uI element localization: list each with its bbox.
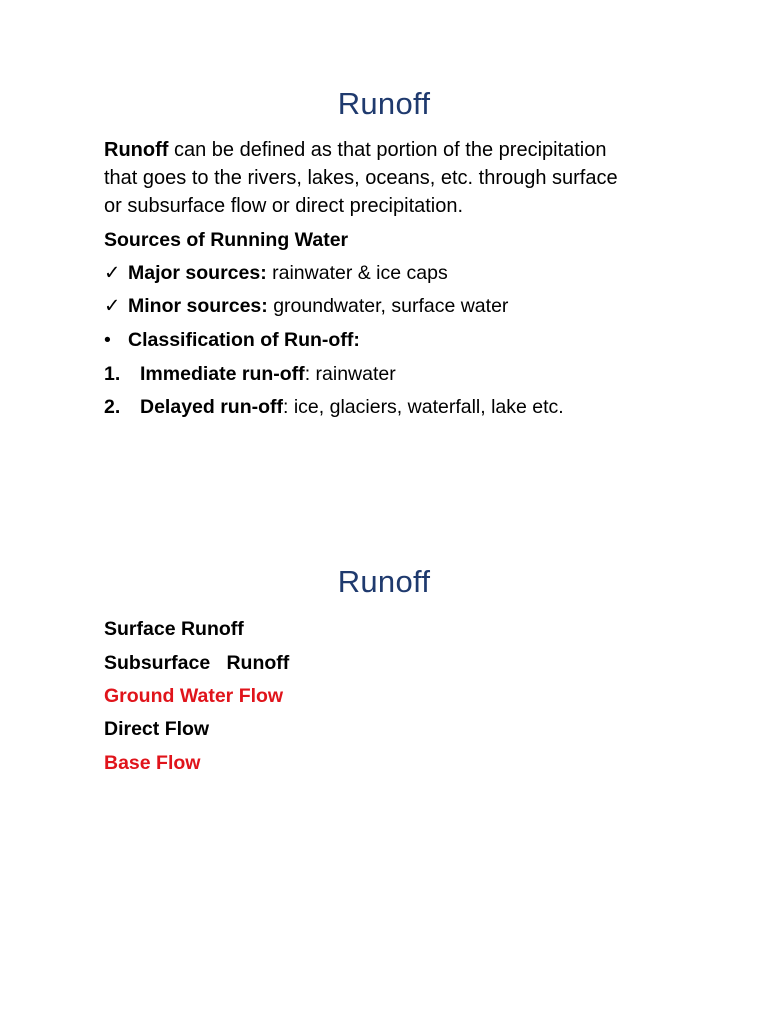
check-item-major bbox=[104, 260, 448, 286]
numbered-item-1 bbox=[104, 361, 396, 387]
definition-line-1: can be defined as that portion of the precipitation bbox=[168, 139, 607, 161]
check-item-text: rainwater & ice caps bbox=[266, 262, 448, 284]
check-icon: ✓ bbox=[104, 295, 121, 317]
check-item-label: Minor sources: bbox=[128, 295, 268, 317]
slide-2 bbox=[0, 540, 768, 840]
list-item-direct-flow: Direct Flow bbox=[104, 718, 210, 740]
numbered-item-2 bbox=[104, 394, 564, 420]
item-number: 2. bbox=[104, 396, 121, 418]
item-text: : ice, glaciers, waterfall, lake etc. bbox=[283, 396, 564, 418]
definition-line-2: that goes to the rivers, lakes, oceans, etc. through surface bbox=[104, 167, 618, 189]
slide-1 bbox=[0, 0, 768, 500]
check-item-text: groundwater, surface water bbox=[267, 295, 509, 317]
definition-paragraph bbox=[104, 136, 704, 220]
list-item-ground-water-flow: Ground Water Flow bbox=[104, 685, 284, 707]
item-number: 1. bbox=[104, 363, 121, 385]
sources-heading: Sources of Running Water bbox=[104, 229, 349, 251]
definition-line-3: or subsurface flow or direct precipitation. bbox=[104, 195, 464, 217]
check-icon: ✓ bbox=[104, 262, 121, 284]
bullet-icon: • bbox=[104, 329, 111, 351]
list-item-base-flow: Base Flow bbox=[104, 752, 201, 774]
list-item-subsurface-runoff: Subsurface Runoff bbox=[104, 652, 290, 674]
slide-1-title: Runoff bbox=[337, 86, 431, 121]
check-item-label: Major sources: bbox=[128, 262, 267, 284]
list-item-surface-runoff: Surface Runoff bbox=[104, 618, 244, 640]
classification-label: Classification of Run-off: bbox=[128, 329, 360, 351]
check-item-minor bbox=[104, 293, 508, 319]
item-label: Immediate run-off bbox=[140, 363, 305, 385]
item-text: : rainwater bbox=[304, 363, 396, 385]
item-label: Delayed run-off bbox=[140, 396, 284, 418]
definition-term: Runoff bbox=[104, 139, 169, 161]
classification-bullet bbox=[104, 327, 360, 353]
slide-2-title: Runoff bbox=[337, 564, 431, 599]
